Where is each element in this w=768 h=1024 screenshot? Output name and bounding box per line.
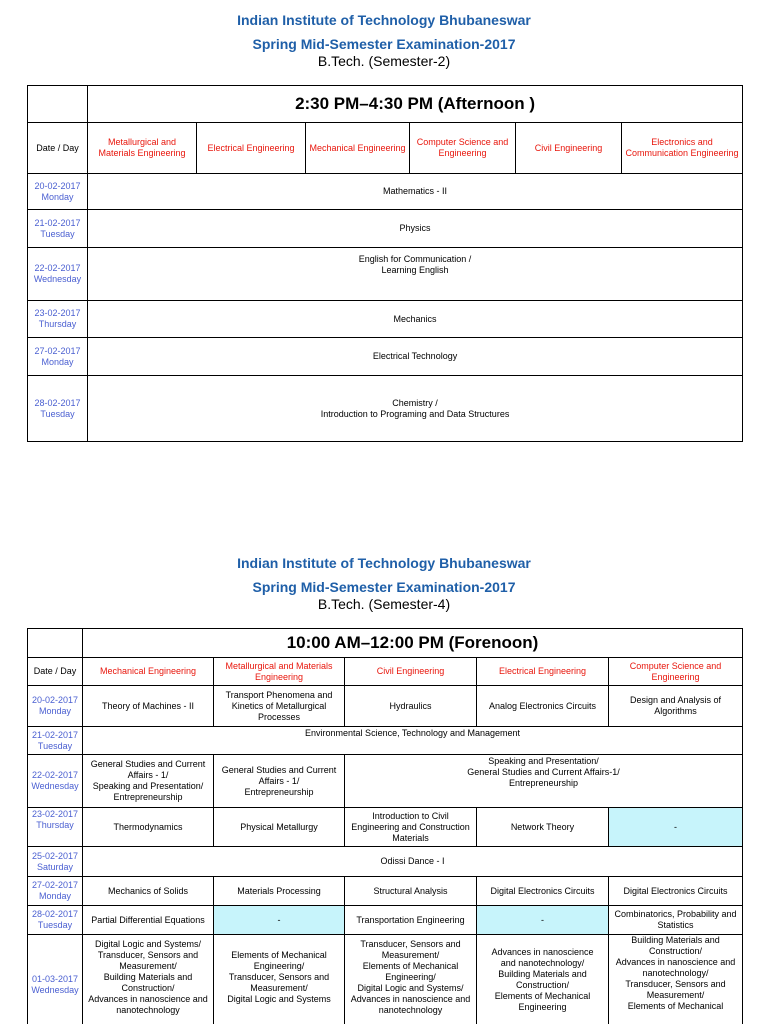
subject-cell: Transportation Engineering bbox=[345, 906, 477, 935]
subject-cell: - bbox=[609, 808, 743, 847]
date-cell: 28-02-2017 Tuesday bbox=[28, 906, 83, 935]
table-row bbox=[28, 338, 743, 376]
subject-cell: Introduction to Civil Engineering and Construction Materials bbox=[345, 808, 477, 847]
subject-cell: Partial Differential Equations bbox=[83, 906, 214, 935]
table-row bbox=[28, 935, 743, 1024]
subject-cell: Environmental Science, Technology and Management bbox=[83, 727, 743, 755]
table-row bbox=[28, 686, 743, 727]
date-cell: 21-02-2017 Tuesday bbox=[28, 727, 83, 755]
semester-label: B.Tech. (Semester-4) bbox=[317, 596, 451, 612]
subject-cell: English for Communication / Learning English bbox=[88, 248, 743, 301]
subject-cell: - bbox=[477, 906, 609, 935]
subject-cell: Transport Phenomena and Kinetics of Metallurgical Processes bbox=[214, 686, 345, 727]
subject-cell: Mechanics bbox=[88, 301, 743, 338]
dept-header: Electronics and Communication Engineering bbox=[622, 123, 743, 174]
corner-cell bbox=[28, 629, 83, 658]
time-slot: 2:30 PM–4:30 PM (Afternoon ) bbox=[88, 86, 743, 123]
dept-header: Computer Science and Engineering bbox=[609, 658, 743, 686]
table-row bbox=[28, 727, 743, 755]
dept-header: Mechanical Engineering bbox=[306, 123, 410, 174]
table-row bbox=[28, 376, 743, 442]
date-cell: 21-02-2017 Tuesday bbox=[28, 210, 88, 248]
sem2-schedule-table bbox=[27, 85, 743, 442]
subject-cell: Materials Processing bbox=[214, 877, 345, 906]
subject-cell: - bbox=[214, 906, 345, 935]
table-row bbox=[28, 210, 743, 248]
date-cell: 27-02-2017 Monday bbox=[28, 877, 83, 906]
corner-cell bbox=[28, 86, 88, 123]
sem4-schedule-table bbox=[27, 628, 743, 1024]
subject-cell: Speaking and Presentation/ General Studies and Current Affairs-1/ Entrepreneurship bbox=[345, 755, 743, 808]
subject-cell: Digital Electronics Circuits bbox=[477, 877, 609, 906]
sem4-header bbox=[0, 555, 768, 612]
exam-title: Spring Mid-Semester Examination-2017 bbox=[252, 579, 516, 595]
subject-cell: General Studies and Current Affairs - 1/ Speaking and Presentation/ Entrepreneurship bbox=[83, 755, 214, 808]
subject-cell: Digital Electronics Circuits bbox=[609, 877, 743, 906]
subject-cell: Transducer, Sensors and Measurement/ Elements of Mechanical Engineering/ Digital Logic and Systems/ Advances in nanoscience and nanotechnology bbox=[345, 935, 477, 1024]
table-row bbox=[28, 755, 743, 808]
dept-header: Electrical Engineering bbox=[197, 123, 306, 174]
dept-header: Metallurgical and Materials Engineering bbox=[214, 658, 345, 686]
table-row bbox=[28, 847, 743, 877]
date-cell: 22-02-2017 Wednesday bbox=[28, 248, 88, 301]
table-row bbox=[28, 877, 743, 906]
subject-cell: Digital Logic and Systems/ Transducer, Sensors and Measurement/ Building Materials and Construction/ Advances in nanoscience and nanotechnology bbox=[83, 935, 214, 1024]
table-row bbox=[28, 248, 743, 301]
date-day-header: Date / Day bbox=[28, 658, 83, 686]
subject-cell: Electrical Technology bbox=[88, 338, 743, 376]
table-row bbox=[28, 301, 743, 338]
subject-cell: Chemistry / Introduction to Programing and Data Structures bbox=[88, 376, 743, 442]
date-cell: 23-02-2017 Thursday bbox=[28, 808, 83, 847]
time-slot: 10:00 AM–12:00 PM (Forenoon) bbox=[83, 629, 743, 658]
exam-title: Spring Mid-Semester Examination-2017 bbox=[252, 36, 516, 52]
dept-header: Computer Science and Engineering bbox=[410, 123, 516, 174]
semester-label: B.Tech. (Semester-2) bbox=[317, 53, 451, 69]
subject-cell: General Studies and Current Affairs - 1/ Entrepreneurship bbox=[214, 755, 345, 808]
date-cell: 23-02-2017 Thursday bbox=[28, 301, 88, 338]
subject-cell: Network Theory bbox=[477, 808, 609, 847]
subject-cell: Building Materials and Construction/ Advances in nanoscience and nanotechnology/ Transducer, Sensors and Measurement/ Elements of Mechanical bbox=[609, 935, 743, 1024]
date-cell: 01-03-2017 Wednesday bbox=[28, 935, 83, 1024]
dept-header: Civil Engineering bbox=[345, 658, 477, 686]
date-cell: 25-02-2017 Saturday bbox=[28, 847, 83, 877]
date-cell: 22-02-2017 Wednesday bbox=[28, 755, 83, 808]
subject-cell: Odissi Dance - I bbox=[83, 847, 743, 877]
dept-header: Electrical Engineering bbox=[477, 658, 609, 686]
subject-cell: Design and Analysis of Algorithms bbox=[609, 686, 743, 727]
date-cell: 27-02-2017 Monday bbox=[28, 338, 88, 376]
subject-cell: Elements of Mechanical Engineering/ Transducer, Sensors and Measurement/ Digital Logic and Systems bbox=[214, 935, 345, 1024]
sem2-header bbox=[0, 12, 768, 69]
subject-cell: Mechanics of Solids bbox=[83, 877, 214, 906]
date-cell: 20-02-2017 Monday bbox=[28, 174, 88, 210]
dept-header: Civil Engineering bbox=[516, 123, 622, 174]
subject-cell: Analog Electronics Circuits bbox=[477, 686, 609, 727]
table-row bbox=[28, 906, 743, 935]
date-cell: 20-02-2017 Monday bbox=[28, 686, 83, 727]
subject-cell: Advances in nanoscience and nanotechnology/ Building Materials and Construction/ Elements of Mechanical Engineering bbox=[477, 935, 609, 1024]
date-day-header: Date / Day bbox=[28, 123, 88, 174]
subject-cell: Combinatorics, Probability and Statistics bbox=[609, 906, 743, 935]
institute-title: Indian Institute of Technology Bhubaneswar bbox=[237, 555, 531, 571]
institute-title: Indian Institute of Technology Bhubaneswar bbox=[237, 12, 531, 28]
dept-header: Metallurgical and Materials Engineering bbox=[88, 123, 197, 174]
dept-header: Mechanical Engineering bbox=[83, 658, 214, 686]
subject-cell: Physics bbox=[88, 210, 743, 248]
subject-cell: Hydraulics bbox=[345, 686, 477, 727]
subject-cell: Thermodynamics bbox=[83, 808, 214, 847]
subject-cell: Structural Analysis bbox=[345, 877, 477, 906]
subject-cell: Mathematics - II bbox=[88, 174, 743, 210]
table-row bbox=[28, 808, 743, 847]
date-cell: 28-02-2017 Tuesday bbox=[28, 376, 88, 442]
subject-cell: Theory of Machines - II bbox=[83, 686, 214, 727]
subject-cell: Physical Metallurgy bbox=[214, 808, 345, 847]
table-row bbox=[28, 174, 743, 210]
